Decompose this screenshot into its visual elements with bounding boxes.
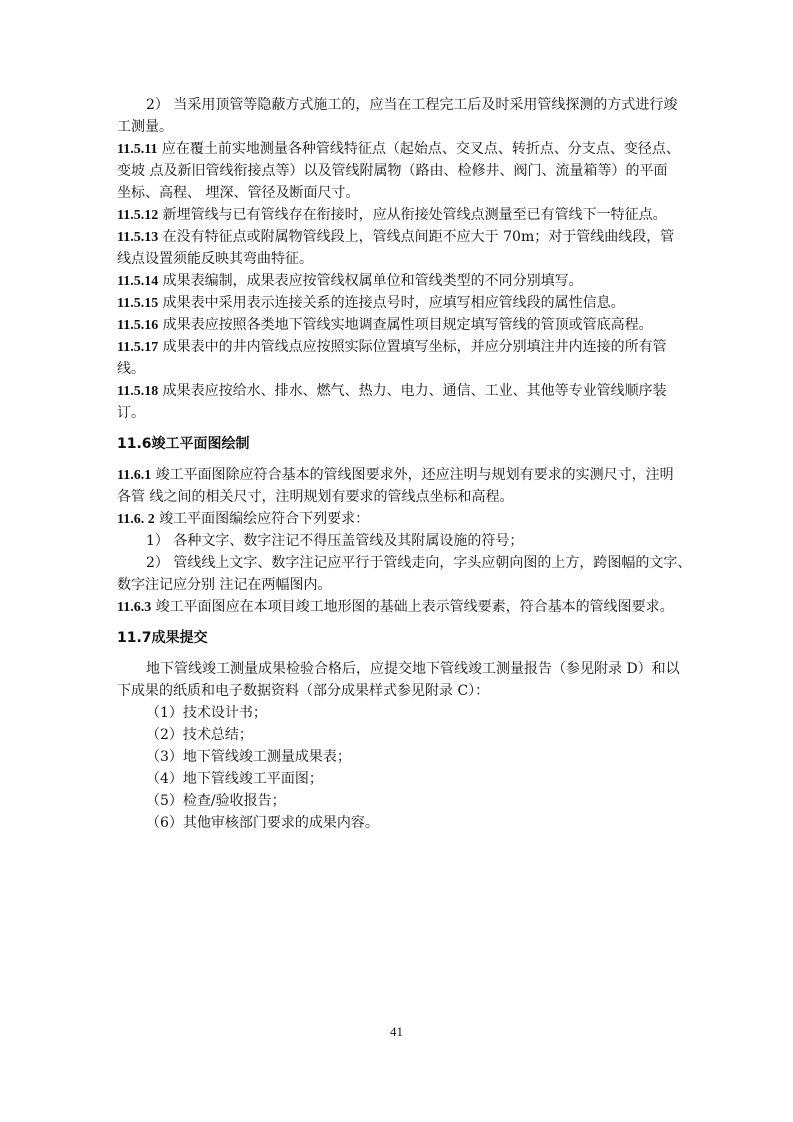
clause-11-5-11: 11.5.11 应在覆土前实地测量各种管线特征点（起始点、交叉点、转折点、分支点、变径点、 <box>117 141 680 157</box>
clause-11-5-13: 11.5.13 在没有特征点或附属物管线段上，管线点间距不应大于 70m；对于管线曲线段，管 <box>117 229 675 245</box>
list-item: 2） 管线线上文字、数字注记应平行于管线走向，字头应朝向图的上方，跨图幅的文字、 <box>146 555 692 571</box>
section-heading-11-6: 11.6竣工平面图绘制 <box>117 436 250 452</box>
list-item: 1） 各种文字、数字注记不得压盖管线及其附属设施的符号； <box>146 533 524 549</box>
clause-number: 11.5.12 <box>117 208 159 223</box>
clause-number: 11.5.13 <box>117 230 159 245</box>
page-number: 41 <box>390 1024 403 1039</box>
clause-number: 11.5.15 <box>117 296 159 311</box>
paragraph-line: 数字注记应分别 注记在两幅图内。 <box>117 577 332 593</box>
clause-number: 11.5.17 <box>117 340 159 355</box>
list-item: （5）检查/验收报告； <box>146 793 286 809</box>
list-item: （3）地下管线竣工测量成果表； <box>146 749 351 765</box>
clause-number: 11.5.11 <box>117 142 158 157</box>
list-item: （6）其他审核部门要求的成果内容。 <box>146 815 379 831</box>
paragraph-line: 工测量。 <box>117 119 173 135</box>
list-item: （1）技术设计书； <box>146 705 267 721</box>
paragraph-line: 坐标、高程、 埋深、管径及断面尺寸。 <box>117 185 360 201</box>
clause-11-6-2: 11.6. 2 竣工平面图编绘应符合下列要求： <box>117 511 370 527</box>
paragraph-line: 各管 线之间的相关尺寸，注明规划有要求的管线点坐标和高程。 <box>117 489 514 505</box>
paragraph-line: 变坡 点及新旧管线衔接点等）以及管线附属物（路由、检修井、阀门、流量箱等）的平面 <box>117 163 668 179</box>
clause-11-5-16: 11.5.16 成果表应按照各类地下管线实地调查属性项目规定填写管线的管顶或管底高程。 <box>117 317 653 333</box>
clause-number: 11.6.3 <box>117 600 152 615</box>
clause-number: 11.5.16 <box>117 318 159 333</box>
clause-11-5-17: 11.5.17 成果表中的井内管线点应按照实际位置填写坐标，并应分别填注井内连接的所有管 <box>117 339 667 355</box>
clause-11-5-14: 11.5.14 成果表编制，成果表应按管线权属单位和管线类型的不同分别填写。 <box>117 273 583 289</box>
section-heading-11-7: 11.7成果提交 <box>117 630 208 646</box>
clause-11-5-18: 11.5.18 成果表应按给水、排水、燃气、热力、电力、通信、工业、其他等专业管线顺序装 <box>117 383 667 399</box>
paragraph-line: 地下管线竣工测量成果检验合格后，应提交地下管线竣工测量报告（参见附录 D）和以 <box>146 661 680 677</box>
list-item: （4）地下管线竣工平面图； <box>146 771 323 787</box>
paragraph-line: 订。 <box>117 405 145 421</box>
clause-number: 11.6. 2 <box>117 512 155 527</box>
paragraph-line: 下成果的纸质和电子数据资料（部分成果样式参见附录 C）： <box>117 683 490 699</box>
clause-11-5-12: 11.5.12 新埋管线与已有管线存在衔接时，应从衔接处管线点测量至已有管线下一特征点。 <box>117 207 667 223</box>
list-item: （2）技术总结； <box>146 727 253 743</box>
paragraph-line: 线。 <box>117 361 145 377</box>
clause-number: 11.5.18 <box>117 384 159 399</box>
clause-number: 11.5.14 <box>117 274 159 289</box>
paragraph-line: 2） 当采用顶管等隐蔽方式施工的，应当在工程完工后及时采用管线探测的方式进行竣 <box>146 97 678 113</box>
clause-11-6-3: 11.6.3 竣工平面图应在本项目竣工地形图的基础上表示管线要素，符合基本的管线图要求。 <box>117 599 674 615</box>
clause-11-6-1: 11.6.1 竣工平面图除应符合基本的管线图要求外，还应注明与规划有要求的实测尺寸，注明 <box>117 467 674 483</box>
paragraph-line: 线点设置须能反映其弯曲特征。 <box>117 251 313 267</box>
clause-11-5-15: 11.5.15 成果表中采用表示连接关系的连接点号时，应填写相应管线段的属性信息。 <box>117 295 625 311</box>
clause-number: 11.6.1 <box>117 468 152 483</box>
